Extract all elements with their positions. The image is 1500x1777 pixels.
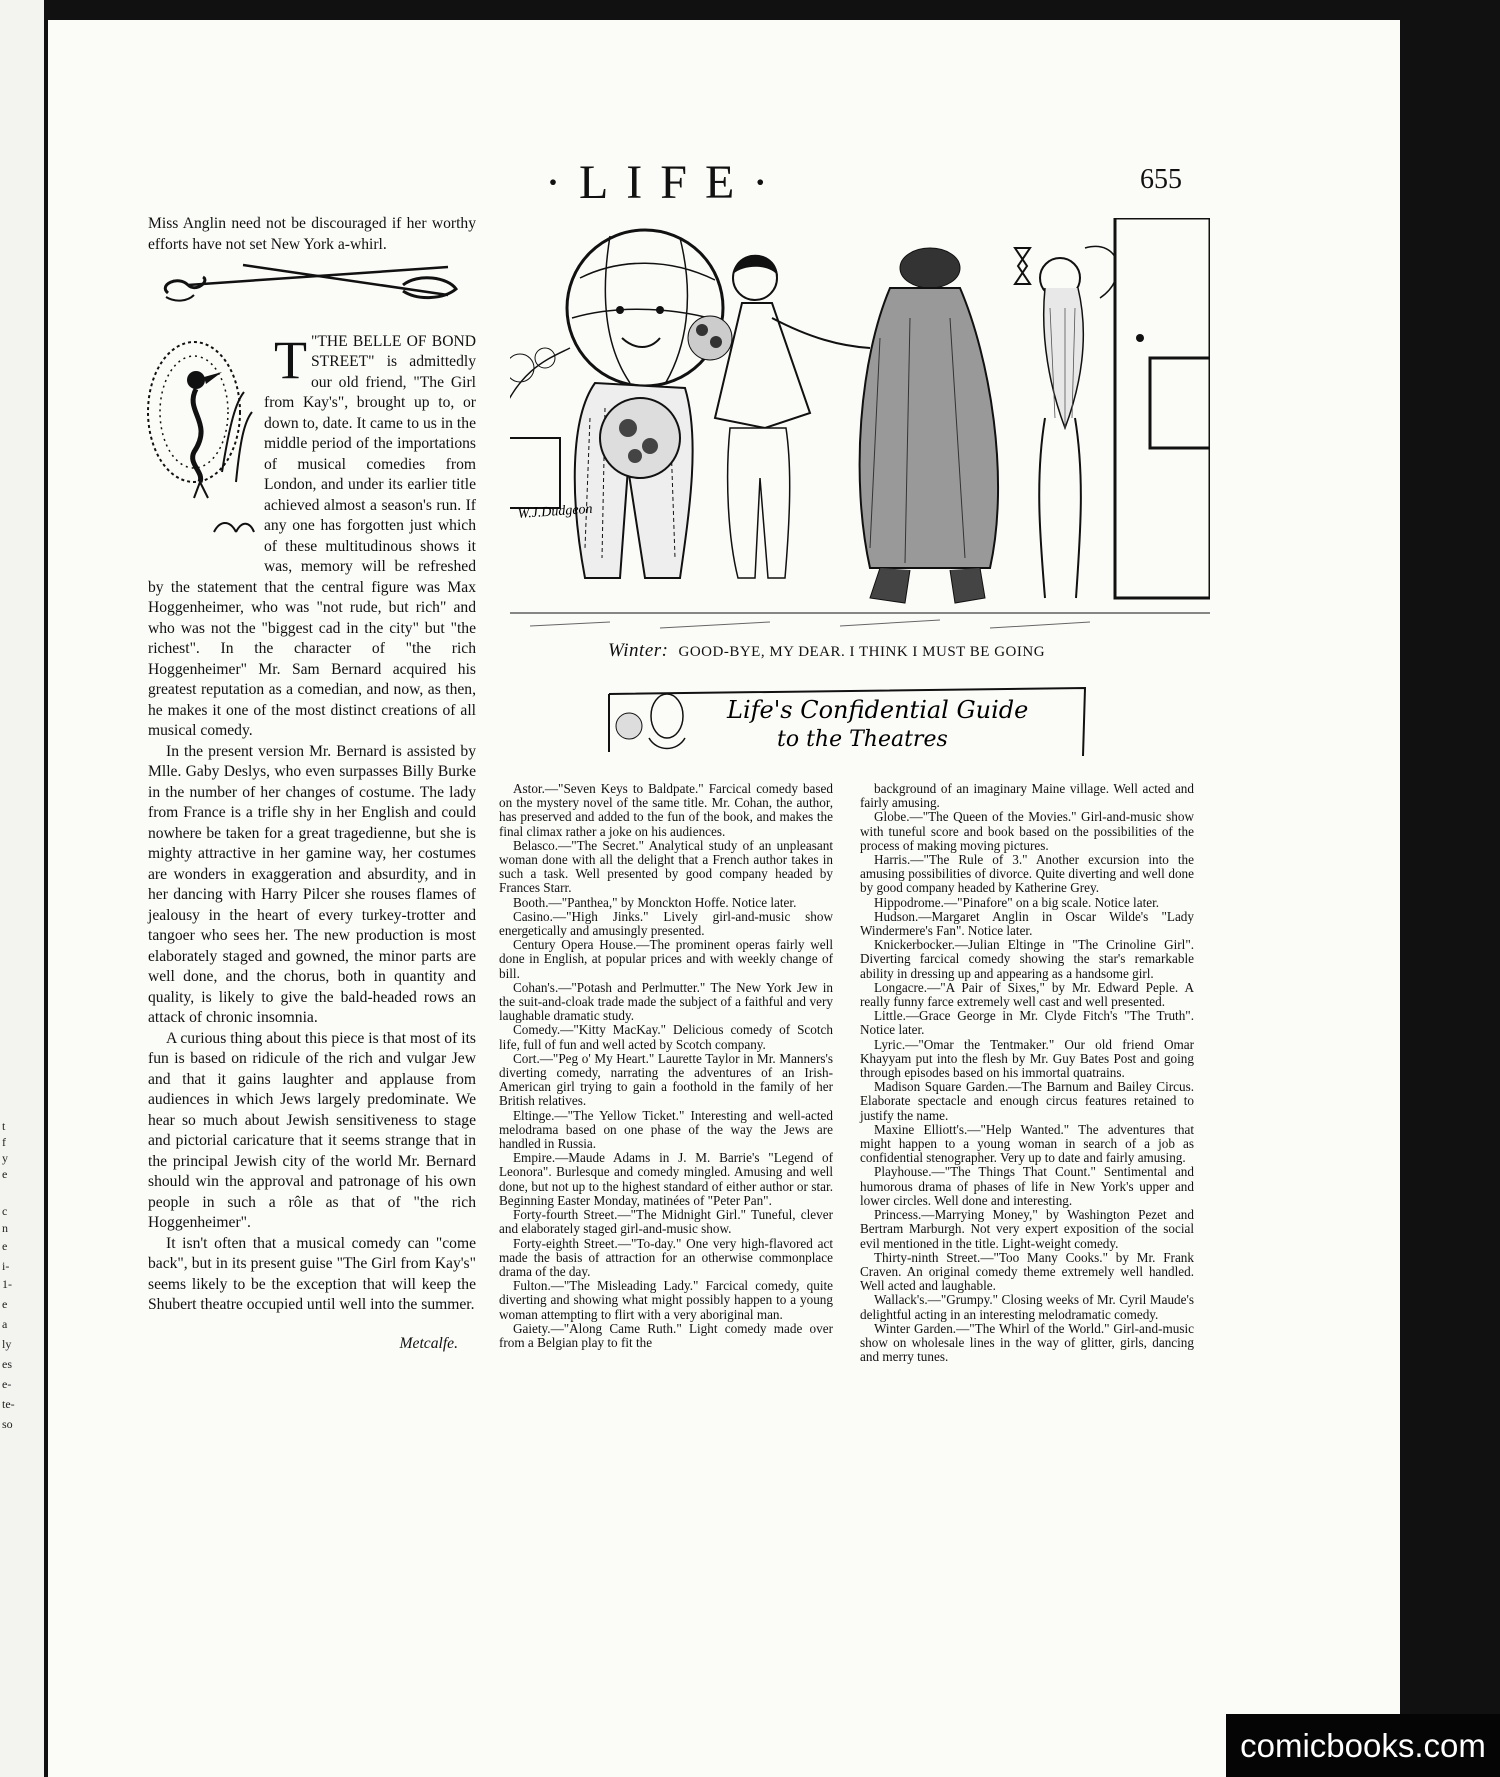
theatre-listing: Little.—Grace George in Mr. Clyde Fitch's "The Truth". Notice later. — [860, 1008, 1194, 1038]
theatre-listing: Century Opera House.—The prominent operas fairly well done in English, at popular prices and with weekly change of bill. — [499, 937, 833, 981]
facing-page-fragment: te- — [2, 1397, 15, 1411]
crossed-swords-ornament — [148, 255, 476, 311]
facing-page-fragment: ly — [2, 1337, 12, 1351]
theatre-listing: Booth.—"Panthea," by Monckton Hoffe. Notice later. — [513, 894, 797, 910]
theatre-listing: Knickerbocker.—Julian Eltinge in "The Crinoline Girl". Diverting farcical comedy showing the star's remarkable ability in dressing up and appearing as a handsome girl. — [860, 937, 1194, 981]
theatre-listing: Forty-fourth Street.—"The Midnight Girl." Tuneful, clever and elaborately staged girl-and-music show. — [499, 1207, 833, 1237]
theatre-listing: Hippodrome.—"Pinafore" on a big scale. Notice later. — [874, 894, 1160, 910]
review-paragraph-2: In the present version Mr. Bernard is assisted by Mlle. Gaby Deslys, who even surpasses Billy Burke in the number of her changes of costume. The lady from France is a trifle shy in her English and could nowhere be taken for a great tragedienne, but she is mighty attractive in her gamine way, her costumes are wonders in exaggeration and absurdity, and in her dancing with Harry Pilcer she rouses flames of jealousy in the heart of every turkey-trotter and tangoer who sees her. The new production is most elaborately staged and gowned, the minor parts are well done, and the chorus, both in quantity and quality, is likely to give the bald-headed rows an attack of chronic insomnia. — [148, 742, 476, 1026]
theatre-listing: Casino.—"High Jinks." Lively girl-and-music show energetically and amusingly presented. — [499, 908, 833, 939]
theatre-listing: Globe.—"The Queen of the Movies." Girl-and-music show with tuneful score and book based on the possibilities of the process of making moving pictures. — [860, 809, 1194, 853]
review-body — [148, 329, 476, 1355]
theatre-listing: Eltinge.—"The Yellow Ticket." Interesting and well-acted melodrama based on one phase of the way the Jews are handled in Russia. — [499, 1107, 833, 1152]
facing-page-fragment: e- — [2, 1377, 12, 1391]
facing-page-fragment: c — [2, 1204, 8, 1218]
review-paragraph-3: A curious thing about this piece is that most of its fun is based on ridicule of the rich and vulgar Jew and that it gains laughter and applause from audiences in which Jews largely predominate. We hear so much about Jewish sensitiveness to stage and pictorial caricature that it seems strange that in the principal Jewish city of the world Mr. Bernard should win the approval and patronage of his own people in such a rôle as that of "the rich Hoggenheimer". — [148, 1029, 476, 1231]
facing-page-fragment: y — [2, 1151, 8, 1165]
theatre-listing: Forty-eighth Street.—"To-day." One very high-flavored act made the basis of attraction for an otherwise commonplace drama of the day. — [499, 1235, 833, 1279]
facing-page-fragment: e — [2, 1297, 8, 1311]
theatre-listing: Winter Garden.—"The Whirl of the World." Girl-and-music show on wholesale lines in the way of glitter, girls, dancing and merry tunes. — [860, 1320, 1194, 1365]
drop-cap: T — [274, 329, 307, 390]
theatre-listing: Comedy.—"Kitty MacKay." Delicious comedy of Scotch life, full of fun and well acted by Scotch company. — [499, 1022, 833, 1052]
facing-page-fragment: 1- — [2, 1277, 12, 1291]
page-number: 655 — [1140, 164, 1182, 195]
facing-page-fragment: a — [2, 1317, 8, 1331]
guide-heading-line1: Life's Confidential Guide — [727, 696, 1029, 724]
theatre-listing: Empire.—Maude Adams in J. M. Barrie's "Legend of Leonora". Burlesque and comedy mingled. Amusing and well done, but not up to the highest standard of either author or star. Beginning Easter Monday, matinées of "Peter Pan". — [499, 1150, 833, 1208]
theatre-listing: Playhouse.—"The Things That Count." Sentimental and humorous drama of phases of life in New York's upper and lower circles. Well done and interesting. — [860, 1164, 1194, 1208]
theatre-listing: Maxine Elliott's.—"Help Wanted." The adventures that might happen to a young woman in search of a job as confidential stenographer. Very up to date and fairly amusing. — [860, 1121, 1194, 1166]
facing-page-fragment: e — [2, 1167, 8, 1181]
guide-column-1 — [499, 782, 833, 1350]
artist-signature: W.J.Dudgeon — [517, 501, 594, 522]
caption-speaker: Winter: — [608, 640, 669, 661]
theatre-listing: Cohan's.—"Potash and Perlmutter." The New York Jew in the suit-and-cloak trade made the subject of a faithful and very laughable dramatic study. — [499, 979, 833, 1024]
caption-text: GOOD-BYE, MY DEAR. I THINK I MUST BE GOING — [678, 644, 1046, 660]
review-signature: Metcalfe. — [399, 1334, 458, 1352]
guide-heading-line2: to the Theatres — [777, 727, 948, 752]
review-paragraph-4: It isn't often that a musical comedy can "come back", but in its present guise "The Girl from Kay's" seems likely to be the exception that will keep the Shubert theatre occupied until well into the summer. — [148, 1234, 476, 1313]
intro-paragraph: Miss Anglin need not be discouraged if her worthy efforts have not set New York a-whirl. — [148, 215, 476, 253]
peacock-decoration — [144, 332, 256, 560]
facing-page-fragment: so — [2, 1417, 13, 1431]
facing-page-fragment: t — [2, 1119, 6, 1133]
theatre-listing: Cort.—"Peg o' My Heart." Laurette Taylor in Mr. Manners's diverting comedy, narrating the adventures of an Irish-American girl trying to gain a foothold in the family of her British relatives. — [499, 1050, 833, 1109]
review-paragraph-1: "THE BELLE OF BOND STREET" is admittedly our old friend, "The Girl from Kay's", brought up to, or down to, date. It came to us in the middle period of the importations of musical comedies from London, and under its earlier title achieved almost a season's run. If any one has forgotten just which of these multitudinous shows it was, memory will be refreshed by the statement that the central figure was Max Hoggenheimer, who was "not rude, but rich" and who was not the "biggest cad in the city" but "the richest". In the character of "the rich Hoggenheimer" Mr. Sam Bernard acquired his greatest reputation as a comedian, and now, as then, he makes it one of the most distinct creations of all musical comedy. — [148, 332, 476, 739]
theatre-listing: Belasco.—"The Secret." Analytical study of an unpleasant woman done with all the delight that a French author takes in such a task. Well presented by good company headed by Frances Starr. — [499, 837, 833, 896]
theatre-listing: background of an imaginary Maine village. Well acted and fairly amusing. — [860, 781, 1194, 811]
facing-page-fragment: e — [2, 1239, 8, 1253]
theatre-guide-heading — [607, 686, 1087, 756]
theatre-listing: Wallack's.—"Grumpy." Closing weeks of Mr. Cyril Maude's delightful acting in an interesting melodramatic comedy. — [860, 1292, 1194, 1322]
theatre-listing: Madison Square Garden.—The Barnum and Bailey Circus. Elaborate spectacle and enough circus features retained to justify the name. — [860, 1079, 1194, 1123]
facing-page-fragment: es — [2, 1357, 12, 1371]
theatre-listing: Princess.—Marrying Money," by Washington Pezet and Bertram Marburgh. Not very expert exposition of the social evil mentioned in the title. Light-weight comedy. — [860, 1207, 1194, 1251]
theatre-listing: Gaiety.—"Along Came Ruth." Light comedy made over from a Belgian play to fit the — [499, 1320, 833, 1350]
review-column — [148, 214, 476, 1354]
theatre-listing: Longacre.—"A Pair of Sixes," by Mr. Edward Peple. A really funny farce extremely well cast and well presented. — [860, 979, 1194, 1010]
facing-page-fragment: i- — [2, 1259, 10, 1273]
facing-page-fragment: f — [2, 1135, 6, 1149]
winter-cartoon-illustration — [510, 218, 1210, 640]
guide-column-2 — [860, 782, 1194, 1364]
theatre-listing: Thirty-ninth Street.—"Too Many Cooks." by Mr. Frank Craven. An original comedy theme extremely well handled. Well acted and laughable. — [860, 1249, 1194, 1294]
illustration-caption — [608, 640, 1045, 662]
theatre-listing: Lyric.—"Omar the Tentmaker." Our old friend Omar Khayyam put into the flesh by Mr. Guy Bates Post and going through episodes based on his immortal quatrains. — [860, 1036, 1194, 1081]
theatre-listing: Harris.—"The Rule of 3." Another excursion into the amusing possibilities of divorce. Quite diverting and well done by good company headed by Katherine Grey. — [860, 852, 1194, 896]
watermark: comicbooks.com — [1226, 1714, 1500, 1777]
facing-page-strip — [0, 0, 48, 1777]
theatre-listing: Fulton.—"The Misleading Lady." Farcical comedy, quite diverting and showing what might possibly happen to a young woman attempting to flirt with a very aboriginal man. — [499, 1278, 833, 1322]
facing-page-fragment: n — [2, 1221, 8, 1235]
masthead-title: ·LIFE· — [545, 156, 787, 209]
theatre-listing: Astor.—"Seven Keys to Baldpate." Farcical comedy based on the mystery novel of the same title. Mr. Cohan, the author, has preserved and added to the fun of the book, and makes the final climax rather a joke on his audiences. — [499, 781, 833, 839]
theatre-listing: Hudson.—Margaret Anglin in Oscar Wilde's "Lady Windermere's Fan". Notice later. — [860, 908, 1194, 939]
